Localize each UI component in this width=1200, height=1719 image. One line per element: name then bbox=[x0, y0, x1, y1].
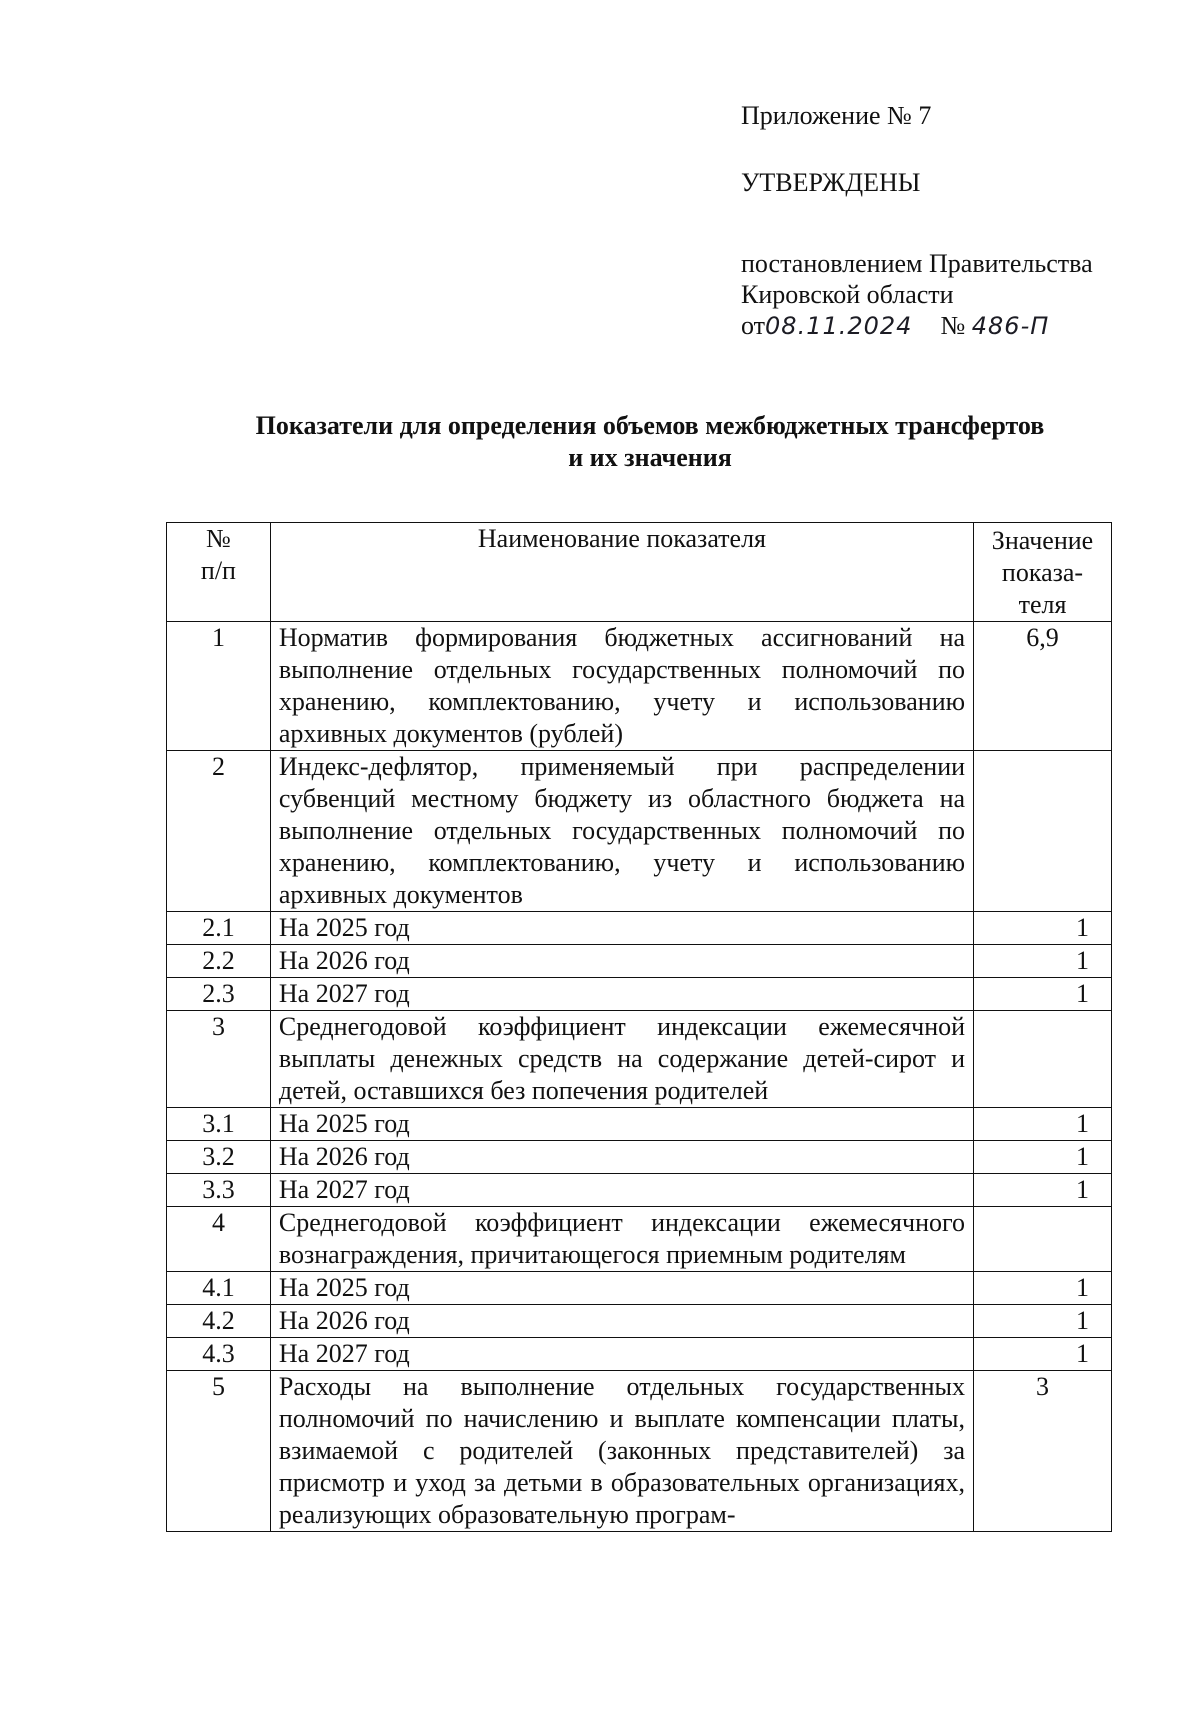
table-row bbox=[167, 622, 1112, 751]
table-row bbox=[167, 912, 1112, 945]
row-value: 1 bbox=[974, 1174, 1112, 1207]
table-row bbox=[167, 1174, 1112, 1207]
row-number: 3 bbox=[167, 1011, 271, 1108]
header-value: Значение показа- теля bbox=[974, 523, 1112, 622]
row-indicator-name: На 2025 год bbox=[270, 912, 973, 945]
title-line-2: и их значения bbox=[568, 443, 732, 472]
table-row bbox=[167, 978, 1112, 1011]
row-number: 4 bbox=[167, 1207, 271, 1272]
row-value: 6,9 bbox=[974, 622, 1112, 751]
row-number: 3.2 bbox=[167, 1141, 271, 1174]
row-value: 1 bbox=[974, 1305, 1112, 1338]
indicators-table bbox=[166, 522, 1112, 1532]
row-indicator-name: На 2025 год bbox=[270, 1108, 973, 1141]
row-number: 5 bbox=[167, 1371, 271, 1532]
row-indicator-name: На 2026 год bbox=[270, 1141, 973, 1174]
number-prefix: № bbox=[940, 311, 966, 340]
approved-label: УТВЕРЖДЕНЫ bbox=[741, 168, 921, 197]
row-number: 2.2 bbox=[167, 945, 271, 978]
row-indicator-name: На 2027 год bbox=[270, 1338, 973, 1371]
row-number: 4.1 bbox=[167, 1272, 271, 1305]
row-indicator-name: Среднегодовой коэффициент индексации ежемесячной выплаты денежных средств на содержание детей-сирот и детей, оставшихся без попечения родителей bbox=[270, 1011, 973, 1108]
row-value: 1 bbox=[974, 1141, 1112, 1174]
table-row bbox=[167, 1011, 1112, 1108]
row-value bbox=[974, 1207, 1112, 1272]
approved-by-line-2: Кировской области bbox=[741, 280, 954, 309]
row-number: 2 bbox=[167, 751, 271, 912]
row-value: 1 bbox=[974, 912, 1112, 945]
table-row bbox=[167, 1207, 1112, 1272]
row-value: 1 bbox=[974, 1338, 1112, 1371]
row-number: 1 bbox=[167, 622, 271, 751]
document-title bbox=[160, 410, 1140, 474]
row-indicator-name: Норматив формирования бюджетных ассигнований на выполнение отдельных государственных полномочий по хранению, комплектованию, учету и использованию архивных документов (рублей) bbox=[270, 622, 973, 751]
table-row bbox=[167, 1371, 1112, 1532]
table-row bbox=[167, 945, 1112, 978]
row-number: 2.3 bbox=[167, 978, 271, 1011]
row-number: 3.1 bbox=[167, 1108, 271, 1141]
header-number: № п/п bbox=[167, 523, 271, 622]
table-row bbox=[167, 1272, 1112, 1305]
table-row bbox=[167, 1141, 1112, 1174]
date-number-line bbox=[741, 310, 1181, 342]
row-indicator-name: Расходы на выполнение отдельных государственных полномочий по начислению и выплате компенсации платы, взимаемой с родителей (законных представителей) за присмотр и уход за детьми в образовательных организациях, реализующих образовательную програм- bbox=[270, 1371, 973, 1532]
row-indicator-name: Среднегодовой коэффициент индексации ежемесячного вознаграждения, причитающегося приемным родителям bbox=[270, 1207, 973, 1272]
row-number: 4.2 bbox=[167, 1305, 271, 1338]
approval-stamp-block bbox=[741, 100, 1181, 342]
row-number: 2.1 bbox=[167, 912, 271, 945]
table-row bbox=[167, 1108, 1112, 1141]
row-value bbox=[974, 1011, 1112, 1108]
table-header-row bbox=[167, 523, 1112, 622]
table-row bbox=[167, 1338, 1112, 1371]
row-value bbox=[974, 751, 1112, 912]
row-number: 3.3 bbox=[167, 1174, 271, 1207]
row-value: 1 bbox=[974, 945, 1112, 978]
table-row bbox=[167, 1305, 1112, 1338]
row-indicator-name: На 2025 год bbox=[270, 1272, 973, 1305]
row-number: 4.3 bbox=[167, 1338, 271, 1371]
appendix-number: Приложение № 7 bbox=[741, 101, 932, 130]
row-indicator-name: На 2027 год bbox=[270, 1174, 973, 1207]
row-indicator-name: На 2026 год bbox=[270, 1305, 973, 1338]
row-value: 1 bbox=[974, 1108, 1112, 1141]
row-value: 1 bbox=[974, 1272, 1112, 1305]
row-indicator-name: Индекс-дефлятор, применяемый при распределении субвенций местному бюджету из областного бюджета на выполнение отдельных государственных полномочий по хранению, комплектованию, учету и использованию архивных документов bbox=[270, 751, 973, 912]
approved-by-line-1: постановлением Правительства bbox=[741, 249, 1093, 278]
row-value: 1 bbox=[974, 978, 1112, 1011]
handwritten-date: 08.11.2024 bbox=[765, 312, 913, 340]
handwritten-number: 486-П bbox=[971, 312, 1050, 340]
header-indicator-name: Наименование показателя bbox=[270, 523, 973, 622]
date-prefix: от bbox=[741, 311, 766, 340]
title-line-1: Показатели для определения объемов межбюджетных трансфертов bbox=[255, 411, 1045, 440]
row-value: 3 bbox=[974, 1371, 1112, 1532]
row-indicator-name: На 2026 год bbox=[270, 945, 973, 978]
row-indicator-name: На 2027 год bbox=[270, 978, 973, 1011]
table-row bbox=[167, 751, 1112, 912]
